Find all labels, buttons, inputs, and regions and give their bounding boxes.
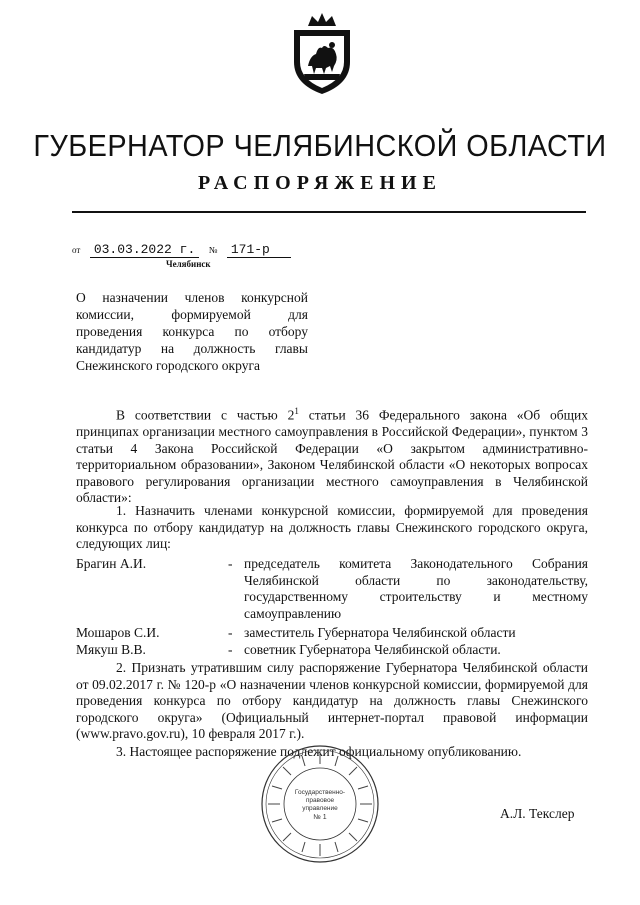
- member-role: председатель комитета Законодательного Собрания Челябинской области по законодательству, государственному строительству и местному самоуправлению: [244, 556, 588, 621]
- member-dash: -: [228, 556, 233, 571]
- date-label: от: [72, 245, 81, 255]
- member-name: Брагин А.И.: [76, 556, 147, 571]
- paragraph-3: 3. Настоящее распоряжение подлежит официальному опубликованию.: [116, 744, 522, 759]
- preamble-start: В соответствии с частью 2: [116, 407, 295, 423]
- preamble-superscript: 1: [294, 406, 299, 416]
- official-stamp: [258, 742, 382, 866]
- member-role: заместитель Губернатора Челябинской области: [244, 625, 516, 640]
- coat-of-arms-emblem: [286, 10, 358, 96]
- document-date: 03.03.2022 г.: [90, 242, 199, 258]
- city: Челябинск: [166, 259, 211, 269]
- header-divider: [72, 211, 586, 213]
- document-number: 171-р: [227, 242, 291, 258]
- stamp-line-3: управление: [302, 805, 338, 812]
- paragraph-preamble: [76, 403, 588, 507]
- signature-name: А.Л. Текслер: [500, 806, 575, 821]
- number-label: №: [208, 245, 218, 255]
- stamp-line-4: № 1: [313, 814, 327, 821]
- paragraph-2: 2. Признать утратившим силу распоряжение Губернатора Челябинской области от 09.02.2017 г. № 120-р «О назначении членов конкурсной комиссии, формируемой для проведения конкурса по отбору кандидатур на должность главы Снежинского городского округа» (Официальный интернет-портал правовой информации (www.pravo.gov.ru), 10 февраля 2017 г.).: [76, 660, 588, 741]
- document-meta: [72, 242, 291, 258]
- document-type: РАСПОРЯЖЕНИЕ: [198, 172, 442, 194]
- member-role: советник Губернатора Челябинской области.: [244, 642, 501, 657]
- member-name: Мякуш В.В.: [76, 642, 146, 657]
- member-dash: -: [228, 642, 233, 657]
- document-subject: О назначении членов конкурсной комиссии, формируемой для проведения конкурса по отбору кандидатур на должность главы Снежинского городского округа: [76, 290, 308, 373]
- paragraph-1: 1. Назначить членами конкурсной комиссии, формируемой для проведения конкурса по отбору кандидатур на должность главы Снежинского городского округа, следующих лиц:: [76, 503, 588, 551]
- org-title: ГУБЕРНАТОР ЧЕЛЯБИНСКОЙ ОБЛАСТИ: [33, 128, 607, 163]
- stamp-line-1: Государственно-: [294, 789, 346, 796]
- member-dash: -: [228, 625, 233, 640]
- stamp-line-2: правовое: [305, 797, 335, 804]
- member-name: Мошаров С.И.: [76, 625, 160, 640]
- preamble-end: статьи 36 Федерального закона «Об общих принципах организации местного самоуправления в Российской Федерации», пунктом 3 статьи 4 Закона Российской Федерации «О закрытом административно-территориальном образовании», Законом Челябинской области «О некоторых вопросах правового регулирования организации местного самоуправления в Челябинской области»:: [76, 407, 588, 505]
